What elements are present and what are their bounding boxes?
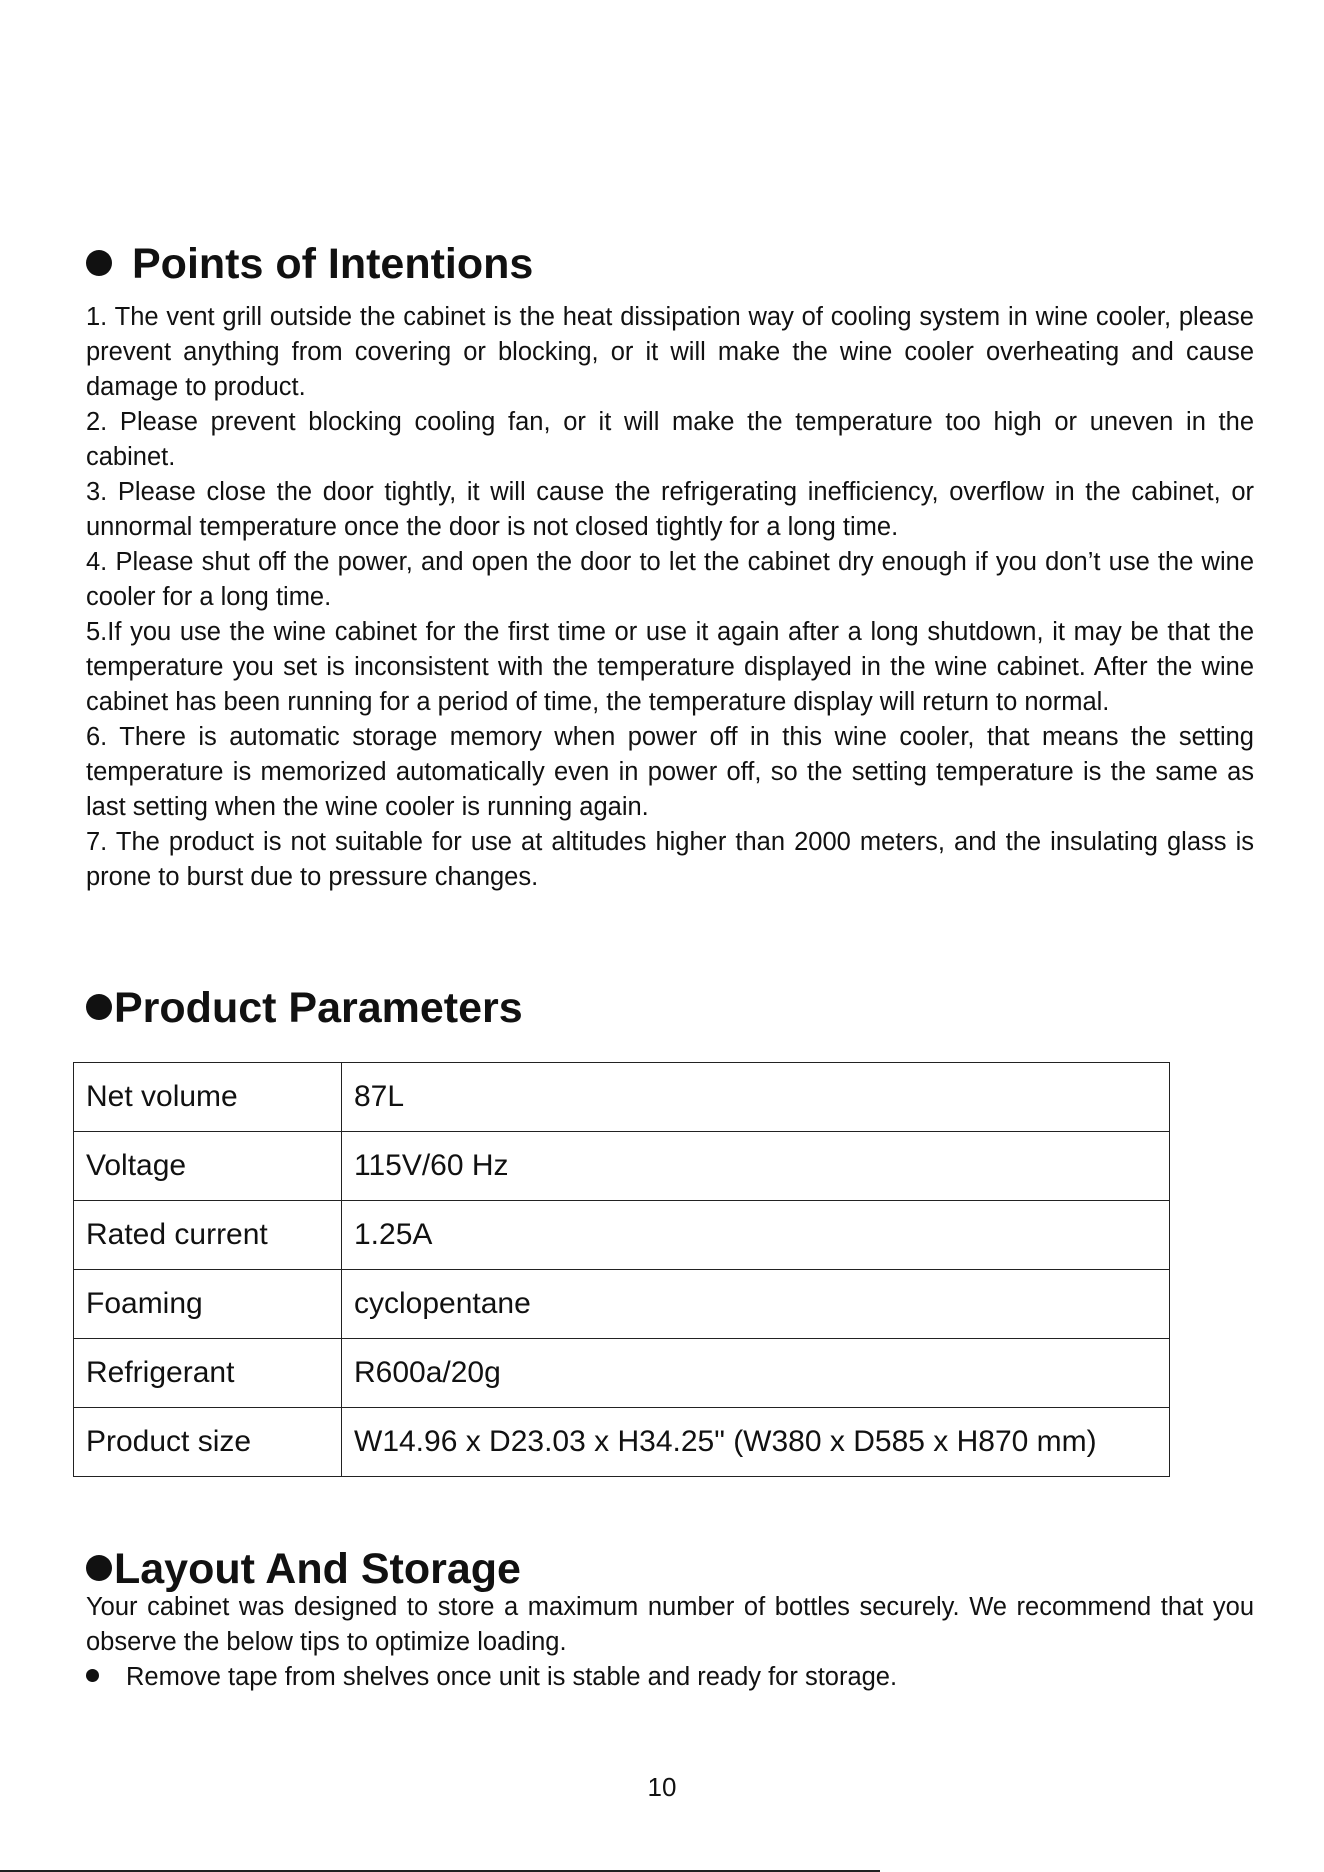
param-label: Refrigerant [74, 1339, 342, 1408]
points-list [86, 300, 1254, 895]
param-label: Product size [74, 1408, 342, 1477]
param-value: cyclopentane [342, 1270, 1170, 1339]
table-row [74, 1339, 1170, 1408]
point-item: 7. The product is not suitable for use at altitudes higher than 2000 meters, and the insulating glass is prone to burst due to pressure changes. [86, 828, 1254, 891]
table-row [74, 1132, 1170, 1201]
param-label: Voltage [74, 1132, 342, 1201]
layout-intro [86, 1590, 1254, 1660]
point-item: 4. Please shut off the power, and open the door to let the cabinet dry enough if you don’t use the wine cooler for a long time. [86, 548, 1254, 611]
page-number: 10 [647, 1772, 677, 1802]
parameters-heading-text: Product Parameters [114, 984, 523, 1032]
product-parameters-heading [86, 984, 523, 1032]
point-item: 1. The vent grill outside the cabinet is the heat dissipation way of cooling system in wine cooler, please prevent anything from covering or blocking, or it will make the wine cooler overheating and cause damage to product. [86, 303, 1254, 401]
param-value: 115V/60 Hz [342, 1132, 1170, 1201]
bullet-dot-icon [86, 994, 112, 1020]
param-label: Foaming [74, 1270, 342, 1339]
bullet-dot-icon [86, 1555, 112, 1581]
param-value: R600a/20g [342, 1339, 1170, 1408]
param-label: Rated current [74, 1201, 342, 1270]
param-value: 87L [342, 1063, 1170, 1132]
layout-bullet-item [86, 1660, 897, 1695]
table-row [74, 1270, 1170, 1339]
table-row [74, 1063, 1170, 1132]
bullet-dot-icon [86, 1669, 99, 1682]
layout-heading-text: Layout And Storage [114, 1545, 521, 1593]
table-row [74, 1201, 1170, 1270]
point-item: 3. Please close the door tightly, it will cause the refrigerating inefficiency, overflow in the cabinet, or unnormal temperature once the door is not closed tightly for a long time. [86, 478, 1254, 541]
bullet-dot-icon [86, 250, 112, 276]
layout-and-storage-heading [86, 1545, 521, 1593]
layout-intro-text: Your cabinet was designed to store a maximum number of bottles securely. We recommend that you observe the below tips to optimize loading. [86, 1593, 1254, 1656]
table-row [74, 1408, 1170, 1477]
param-value: 1.25A [342, 1201, 1170, 1270]
points-heading-text: Points of Intentions [132, 240, 534, 288]
param-value: W14.96 x D23.03 x H34.25" (W380 x D585 x H870 mm) [342, 1408, 1170, 1477]
layout-bullet-text: Remove tape from shelves once unit is stable and ready for storage. [126, 1663, 898, 1691]
param-label: Net volume [74, 1063, 342, 1132]
point-item: 2. Please prevent blocking cooling fan, or it will make the temperature too high or uneven in the cabinet. [86, 408, 1254, 471]
product-parameters-table [73, 1062, 1170, 1477]
points-of-intentions-heading [86, 240, 533, 288]
point-item: 5.If you use the wine cabinet for the first time or use it again after a long shutdown, it may be that the temperature you set is inconsistent with the temperature displayed in the wine cabinet. After the wine cabinet has been running for a period of time, the temperature display will return to normal. [86, 618, 1254, 716]
point-item: 6. There is automatic storage memory when power off in this wine cooler, that means the setting temperature is memorized automatically even in power off, so the setting temperature is the same as last setting when the wine cooler is running again. [86, 723, 1254, 821]
